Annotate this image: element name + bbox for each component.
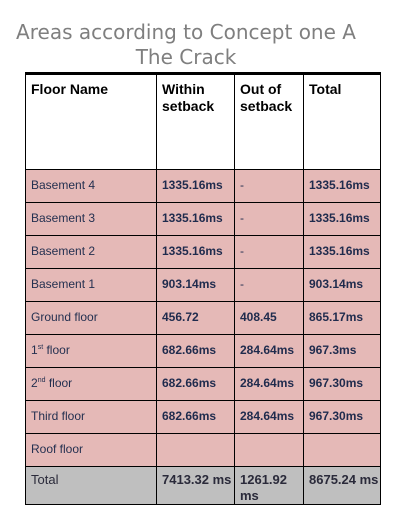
within-setback-cell: 682.66ms xyxy=(157,335,235,368)
within-setback-cell: 1335.16ms xyxy=(157,236,235,269)
total-out-of-setback-cell: 1261.92 ms xyxy=(235,467,304,505)
total-cell: 967.30ms xyxy=(304,368,381,401)
floor-name-cell: Ground floor xyxy=(26,302,157,335)
floor-name-cell: Basement 4 xyxy=(26,170,157,203)
within-setback-cell: 903.14ms xyxy=(157,269,235,302)
floor-name-cell xyxy=(26,335,157,368)
header-row xyxy=(26,74,381,170)
document-title-line1: Areas according to Concept one A xyxy=(16,20,356,44)
total-row xyxy=(26,467,381,505)
table-row xyxy=(26,335,381,368)
floor-name-cell: Basement 3 xyxy=(26,203,157,236)
table-row xyxy=(26,368,381,401)
within-setback-cell: 682.66ms xyxy=(157,368,235,401)
table-row xyxy=(26,302,381,335)
out-of-setback-cell: 408.45 xyxy=(235,302,304,335)
total-cell: 1335.16ms xyxy=(304,170,381,203)
table-row xyxy=(26,269,381,302)
floor-name-cell: Roof floor xyxy=(26,434,157,467)
header-within-setback: Within setback xyxy=(157,74,235,170)
header-total: Total xyxy=(304,74,381,170)
table-row xyxy=(26,236,381,269)
total-cell xyxy=(304,434,381,467)
header-floor-name: Floor Name xyxy=(26,74,157,170)
table-row xyxy=(26,401,381,434)
floor-number: 2 xyxy=(31,376,38,390)
within-setback-cell: 682.66ms xyxy=(157,401,235,434)
total-cell: 1335.16ms xyxy=(304,236,381,269)
within-setback-cell: 1335.16ms xyxy=(157,203,235,236)
within-setback-cell xyxy=(157,434,235,467)
out-of-setback-cell: 284.64ms xyxy=(235,335,304,368)
table-row xyxy=(26,170,381,203)
floor-number: 1 xyxy=(31,343,38,357)
within-setback-cell: 1335.16ms xyxy=(157,170,235,203)
areas-table xyxy=(25,72,381,505)
out-of-setback-cell: - xyxy=(235,269,304,302)
floor-name-cell: Basement 1 xyxy=(26,269,157,302)
out-of-setback-cell: 284.64ms xyxy=(235,368,304,401)
floor-name-cell: Basement 2 xyxy=(26,236,157,269)
total-cell: 967.3ms xyxy=(304,335,381,368)
total-cell: 1335.16ms xyxy=(304,203,381,236)
within-setback-cell: 456.72 xyxy=(157,302,235,335)
total-cell: 967.30ms xyxy=(304,401,381,434)
floor-ordinal-suffix: st xyxy=(37,344,44,351)
total-label-cell: Total xyxy=(26,467,157,505)
out-of-setback-cell xyxy=(235,434,304,467)
out-of-setback-cell: - xyxy=(235,236,304,269)
floor-name-cell: Third floor xyxy=(26,401,157,434)
out-of-setback-cell: 284.64ms xyxy=(235,401,304,434)
table-row xyxy=(26,434,381,467)
total-cell: 903.14ms xyxy=(304,269,381,302)
floor-ordinal-suffix: nd xyxy=(37,377,46,384)
floor-word: floor xyxy=(43,343,70,357)
floor-word: floor xyxy=(45,376,73,390)
header-out-of-setback: Out of setback xyxy=(235,74,304,170)
document-title-line2: The Crack xyxy=(135,45,237,69)
floor-name-cell xyxy=(26,368,157,401)
grand-total-cell: 8675.24 ms xyxy=(304,467,381,505)
total-within-setback-cell: 7413.32 ms xyxy=(157,467,235,505)
out-of-setback-cell: - xyxy=(235,203,304,236)
total-cell: 865.17ms xyxy=(304,302,381,335)
out-of-setback-cell: - xyxy=(235,170,304,203)
table-row xyxy=(26,203,381,236)
